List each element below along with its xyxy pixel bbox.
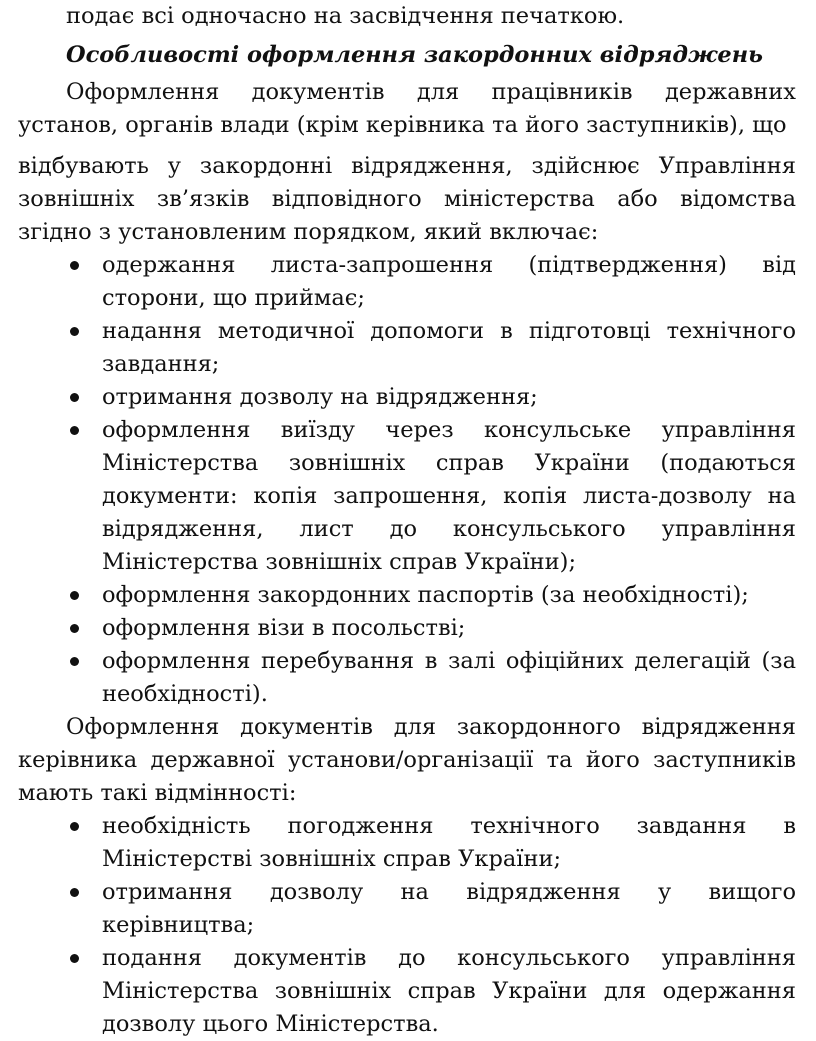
intro-paragraph-part2: відбувають у закордонні відрядження, здійснює Управління зовнішніх зв’язків відповідного міністерства або відомства згідно з установленим порядком, який включає: (18, 153, 796, 245)
list-item-text: оформлення перебування в залі офіційних делегацій (за необхідності). (102, 648, 796, 707)
list-item (18, 414, 796, 579)
list-item (18, 942, 796, 1041)
list-item (18, 645, 796, 711)
section-heading: Особливості оформлення закордонних відряджень (66, 42, 763, 68)
list-item (18, 381, 796, 414)
bullet-icon (70, 657, 79, 666)
top-line: подає всі одночасно на засвідчення печаткою. (66, 3, 625, 29)
bullet-icon (70, 261, 79, 270)
list-item (18, 612, 796, 645)
bullet-icon (70, 954, 79, 963)
list-item-text: отримання дозволу на відрядження у вищого керівництва; (102, 879, 796, 938)
bullet-icon (70, 591, 79, 600)
list-item-text: оформлення виїзду через консульське управління Міністерства зовнішніх справ України (подаються документи: копія запрошення, копія листа-дозволу на відрядження, лист до консульського управління Міністерства зовнішніх справ України); (102, 417, 796, 575)
list-item-text: оформлення візи в посольстві; (102, 615, 466, 641)
list-item-text: одержання листа-запрошення (підтвердження) від сторони, що приймає; (102, 252, 796, 311)
list-item-text: подання документів до консульського управління Міністерства зовнішніх справ України для одержання дозволу цього Міністерства. (102, 945, 796, 1037)
list-item (18, 810, 796, 876)
list-item-text: оформлення закордонних паспортів (за необхідності); (102, 582, 749, 608)
list-item (18, 249, 796, 315)
intro-paragraph-part1: Оформлення документів для працівників державних установ, органів влади (крім керівника та його заступників), що (18, 79, 796, 138)
requirements-list (18, 249, 796, 711)
bullet-icon (70, 624, 79, 633)
list-item (18, 876, 796, 942)
list-item (18, 579, 796, 612)
bullet-icon (70, 822, 79, 831)
second-paragraph: Оформлення документів для закордонного відрядження керівника державної установи/організації та його заступників мають такі відмінності: (18, 714, 796, 806)
differences-list (18, 810, 796, 1041)
bullet-icon (70, 426, 79, 435)
list-item-text: надання методичної допомоги в підготовці технічного завдання; (102, 318, 796, 377)
list-item-text: отримання дозволу на відрядження; (102, 384, 538, 410)
list-item-text: необхідність погодження технічного завдання в Міністерстві зовнішніх справ України; (102, 813, 796, 872)
bullet-icon (70, 327, 79, 336)
bullet-icon (70, 888, 79, 897)
bullet-icon (70, 393, 79, 402)
list-item (18, 315, 796, 381)
